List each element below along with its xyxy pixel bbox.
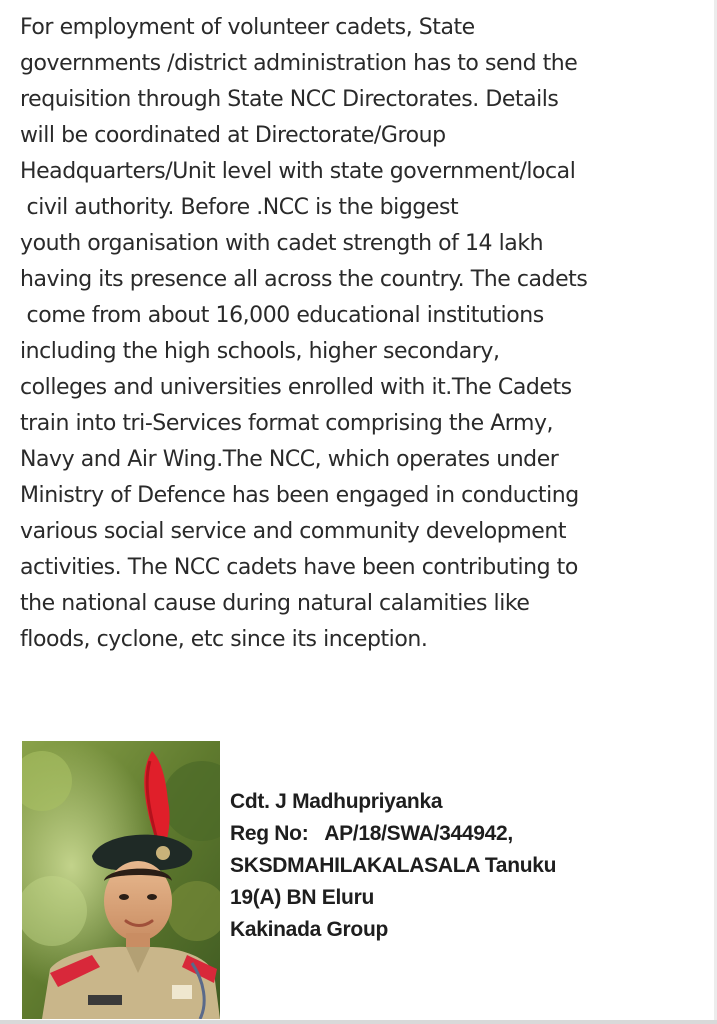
cadet-caption — [230, 786, 556, 946]
article-line: youth organisation with cadet strength of 14 lakh — [20, 231, 544, 256]
article-line: governments /district administration has to send the — [20, 51, 578, 76]
cadet-battalion: 19(A) BN Eluru — [230, 886, 374, 909]
article-line: the national cause during natural calamities like — [20, 591, 530, 616]
article-line: come from about 16,000 educational institutions — [20, 303, 544, 328]
article-line: Navy and Air Wing.The NCC, which operates under — [20, 447, 559, 472]
article-body — [20, 10, 660, 658]
article-line: having its presence all across the country. The cadets — [20, 267, 588, 292]
cadet-photo — [22, 741, 220, 1019]
cadet-name: Cdt. J Madhupriyanka — [230, 790, 443, 813]
article-line: colleges and universities enrolled with it.The Cadets — [20, 375, 572, 400]
cadet-portrait-illustration — [22, 741, 220, 1019]
article-line: will be coordinated at Directorate/Group — [20, 123, 446, 148]
article-line: Ministry of Defence has been engaged in conducting — [20, 483, 579, 508]
article-line: requisition through State NCC Directorates. Details — [20, 87, 559, 112]
cadet-institution: SKSDMAHILAKALASALA Tanuku — [230, 854, 557, 877]
article-line: civil authority. Before .NCC is the biggest — [20, 195, 459, 220]
article-line: including the high schools, higher secondary, — [20, 339, 500, 364]
article-line: Headquarters/Unit level with state government/local — [20, 159, 576, 184]
cadet-group: Kakinada Group — [230, 918, 388, 941]
page-bottom-edge — [0, 1020, 717, 1024]
article-line: train into tri-Services format comprising the Army, — [20, 411, 554, 436]
article-line: floods, cyclone, etc since its inception. — [20, 627, 428, 652]
article-line: various social service and community development — [20, 519, 566, 544]
article-line: activities. The NCC cadets have been contributing to — [20, 555, 578, 580]
article-line: For employment of volunteer cadets, State — [20, 15, 475, 40]
cadet-reg-number: Reg No: AP/18/SWA/344942, — [230, 822, 513, 845]
